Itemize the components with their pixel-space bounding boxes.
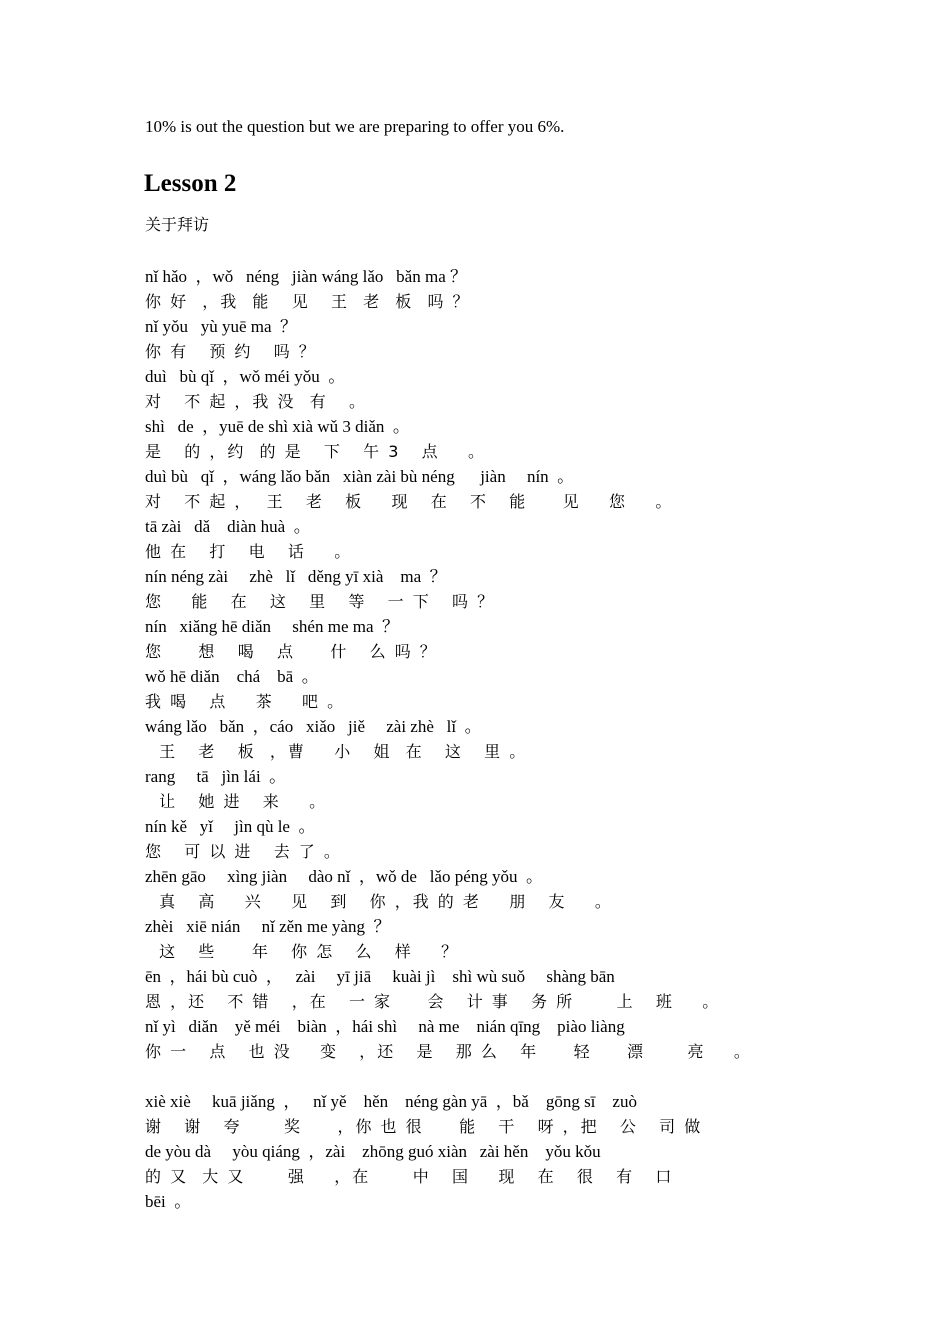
- hanzi-line: 对 不 起 ， 王 老 板 现 在 不 能 见 您 。: [145, 492, 674, 511]
- pinyin-line: nǐ hǎo ，wǒ néng jiàn wáng lǎo bǎn ma ？: [145, 267, 467, 286]
- dialog-block: [145, 264, 925, 1214]
- intro-paragraph: 10% is out the question but we are preparing to offer you 6%.: [145, 117, 565, 136]
- hanzi-line: 真 高 兴 见 到 你 ，我 的 老 朋 友 。: [145, 892, 613, 911]
- pinyin-line: zhēn gāo xìng jiàn dào nǐ ，wǒ de lǎo péng yǒu 。: [145, 867, 544, 886]
- pinyin-line: wáng lǎo bǎn ，cáo xiǎo jiě zài zhè lǐ 。: [145, 717, 482, 736]
- hanzi-line: 是 的 ，约 的 是 下 午 3 点 。: [145, 442, 486, 461]
- hanzi-line: 让 她 进 来 。: [145, 792, 328, 811]
- hanzi-line: 对 不 起 ，我 没 有 。: [145, 392, 367, 411]
- hanzi-line: 您 能 在 这 里 等 一 下 吗 ？: [145, 592, 496, 611]
- hanzi-line: 恩 ，还 不 错 ，在 一 家 会 计 事 务 所 上 班 。: [145, 992, 721, 1011]
- lesson-title: Lesson 2: [144, 170, 237, 197]
- pinyin-line: zhèi xiē nián nǐ zěn me yàng ？: [145, 917, 391, 936]
- pinyin-line: de yòu dà yòu qiáng ，zài zhōng guó xiàn zài hěn yǒu kǒu: [145, 1142, 601, 1161]
- paragraph-gap: [145, 1064, 925, 1089]
- pinyin-line: rang tā jìn lái 。: [145, 767, 287, 786]
- hanzi-line: 您 可 以 进 去 了 。: [145, 842, 342, 861]
- pinyin-line: duì bù qǐ ，wǒ méi yǒu 。: [145, 367, 346, 386]
- pinyin-line: bēi 。: [145, 1192, 192, 1211]
- hanzi-line: 的 又 大 又 强 ，在 中 国 现 在 很 有 口: [145, 1167, 674, 1186]
- pinyin-line: ēn ，hái bù cuò ， zài yī jiā kuài jì shì wù suǒ shàng bān: [145, 967, 615, 986]
- pinyin-line: shì de ，yuē de shì xià wǔ 3 diǎn 。: [145, 417, 410, 436]
- pinyin-line: nǐ yì diǎn yě méi biàn ，hái shì nà me nián qīng piào liàng: [145, 1017, 625, 1036]
- pinyin-line: duì bù qǐ ，wáng lǎo bǎn xiàn zài bù néng jiàn nín 。: [145, 467, 575, 486]
- hanzi-line: 这 些 年 你 怎 么 样 ？: [145, 942, 460, 961]
- pinyin-line: wǒ hē diǎn chá bā 。: [145, 667, 319, 686]
- hanzi-line: 你 好 ，我 能 见 王 老 板 吗 ？: [145, 292, 471, 311]
- pinyin-line: nǐ yǒu yù yuē ma ？: [145, 317, 298, 336]
- hanzi-line: 我 喝 点 茶 吧 。: [145, 692, 346, 711]
- hanzi-line: 您 想 喝 点 什 么 吗 ？: [145, 642, 438, 661]
- hanzi-line: 谢 谢 夸 奖 ，你 也 很 能 干 呀 ，把 公 司 做: [145, 1117, 703, 1136]
- hanzi-line: 王 老 板 ，曹 小 姐 在 这 里 。: [145, 742, 528, 761]
- pinyin-line: xiè xiè kuā jiǎng ， nǐ yě hěn néng gàn yā ，bǎ gōng sī zuò: [145, 1092, 637, 1111]
- pinyin-line: tā zài dǎ diàn huà 。: [145, 517, 311, 536]
- pinyin-line: nín kě yǐ jìn qù le 。: [145, 817, 316, 836]
- hanzi-line: 你 一 点 也 没 变 ，还 是 那 么 年 轻 漂 亮 。: [145, 1042, 752, 1061]
- hanzi-line: 你 有 预 约 吗 ？: [145, 342, 317, 361]
- hanzi-line: 他 在 打 电 话 。: [145, 542, 353, 561]
- pinyin-line: nín néng zài zhè lǐ děng yī xià ma ？: [145, 567, 447, 586]
- lesson-subtitle: 关于拜访: [145, 215, 210, 234]
- pinyin-line: nín xiǎng hē diǎn shén me ma ？: [145, 617, 400, 636]
